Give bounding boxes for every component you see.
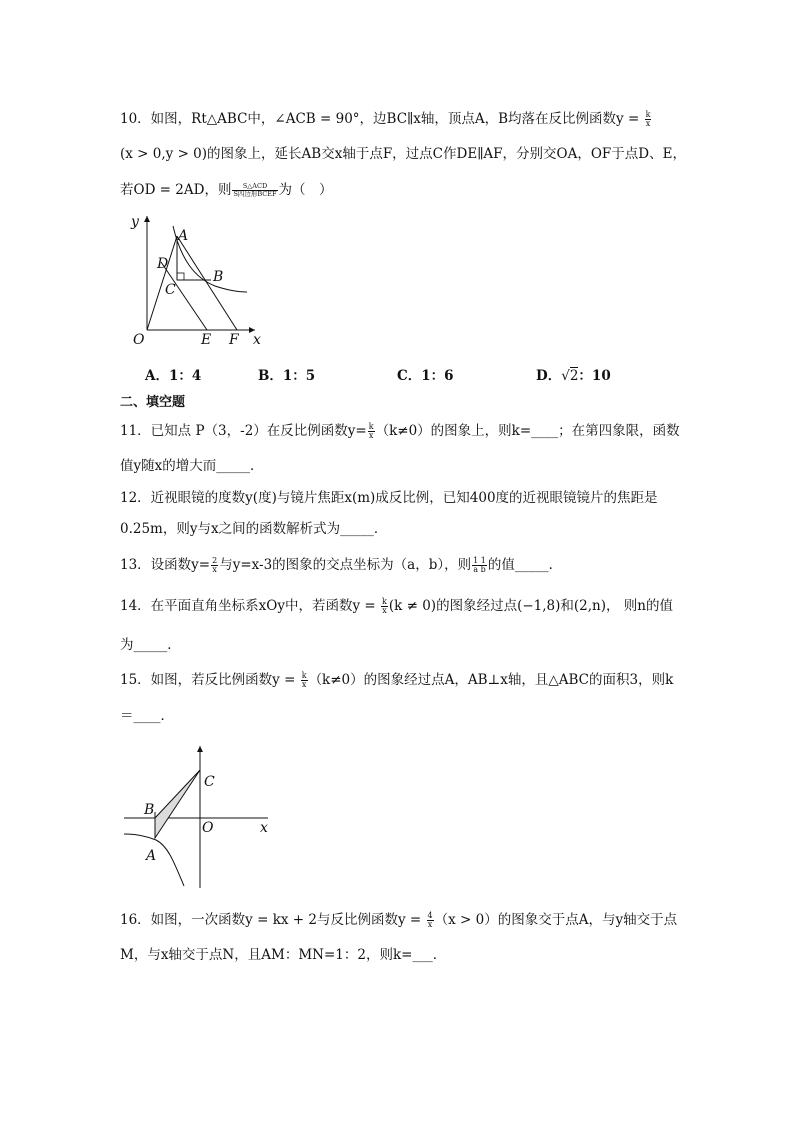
- q11-fraction: [368, 423, 375, 440]
- q10-option-d-root: 2: [569, 368, 579, 384]
- q10-option-d-prefix: D．: [536, 368, 562, 384]
- q10-fraction: [645, 111, 652, 128]
- q10-option-b: B．1：5: [258, 368, 316, 384]
- q10-option-c: C．1：6: [397, 368, 454, 384]
- q16-line2: M，与x轴交于点N，且AM：MN=1：2，则k=___．: [120, 947, 447, 963]
- q12-line2: 0.25m，则y与x之间的函数解析式为_____．: [120, 521, 388, 537]
- q10-label-C: C: [165, 282, 176, 298]
- q10-label-F: F: [229, 332, 239, 348]
- q15-label-x: x: [260, 820, 268, 836]
- q13-frac-num: 2: [212, 556, 218, 565]
- q11-frac-num: k: [368, 422, 374, 431]
- q10-label-D: D: [157, 256, 169, 272]
- q13-text-a: 13．设函数y=: [120, 557, 211, 573]
- q10-text-c: 若OD = 2AD，则: [120, 182, 232, 198]
- q15-line1: [120, 671, 673, 689]
- q10-text-a: 10．如图，Rt△ABC中，∠ACB = 90°，边BC∥x轴，顶点A，B均落在反比例函数y =: [120, 111, 644, 127]
- q16-fraction: [427, 912, 434, 929]
- q10-label-x: x: [253, 332, 261, 348]
- q15-label-O: O: [202, 820, 214, 836]
- q14-text-a: 14．在平面直角坐标系xOy中，若函数y =: [120, 598, 381, 614]
- q10-ratio-num: S△ACD: [232, 183, 277, 191]
- q15-frac-num: k: [301, 671, 307, 680]
- q11-text-a: 11．已知点 P（3，-2）在反比例函数y=: [120, 423, 367, 439]
- q14-line2: 为_____．: [120, 637, 181, 653]
- q15-frac-den: x: [301, 680, 307, 689]
- q10-y-arrow: [144, 216, 150, 222]
- q10-label-O: O: [133, 332, 145, 348]
- q14-text-b: (k ≠ 0)的图象经过点(−1,8)和(2,n)， 则n的值: [388, 598, 673, 614]
- q10-text-d: 为（ ）: [278, 182, 333, 198]
- q15-fraction: [301, 672, 308, 689]
- q10-right-angle: [177, 273, 184, 280]
- q15-text-b: （k≠0）的图象经过点A，AB⊥x轴，且△ABC的面积3，则k: [308, 672, 674, 688]
- q13-frac-den: x: [212, 565, 217, 574]
- q11-line2: 值y随x的增大而_____．: [120, 458, 264, 474]
- q12-line1: 12．近视眼镜的度数y(度)与镜片焦距x(m)成反比例，已知400度的近视眼镜镜片的焦距是: [120, 490, 658, 506]
- section-title: 二、填空题: [120, 395, 186, 410]
- q11-frac-den: x: [368, 431, 374, 440]
- q10-option-d-suffix: ：10: [578, 368, 611, 384]
- q13-frac2-den: a b: [473, 565, 486, 574]
- q11-text-b: （k≠0）的图象上，则k=____；在第四象限，函数: [375, 423, 680, 439]
- q15-label-A: A: [146, 848, 157, 864]
- q10-line2: (x > 0,y > 0)的图象上，延长AB交x轴于点F，过点C作DE∥AF，分别交OA，OF于点D、E，: [120, 146, 686, 162]
- q14-line1: [120, 597, 673, 615]
- q16-text-b: （x > 0）的图象交于点A，与y轴交于点: [434, 912, 678, 928]
- q11-line1: [120, 422, 680, 440]
- q10-option-d: [536, 364, 611, 384]
- q10-line1: [120, 110, 652, 128]
- q15-line2: ＝____．: [120, 708, 174, 724]
- q16-line1: [120, 911, 677, 929]
- q10-label-y: y: [131, 214, 139, 230]
- q15-label-C: C: [204, 774, 215, 790]
- q15-triangle-abc: [155, 770, 200, 838]
- q14-frac-den: x: [382, 606, 387, 615]
- q14-fraction: [381, 598, 388, 615]
- q10-ratio: [232, 183, 277, 198]
- q10-line3: [120, 181, 333, 199]
- q10-frac-den: x: [645, 119, 651, 128]
- q10-ratio-den: S四边形BCEF: [233, 190, 277, 198]
- q10-line-AF: [177, 236, 237, 330]
- q16-frac-den: x: [427, 920, 433, 929]
- q15-y-arrow: [197, 746, 203, 752]
- q15-text-a: 15．如图，若反比例函数y =: [120, 672, 300, 688]
- q13-fraction: [211, 557, 218, 574]
- q14-frac-num: k: [382, 597, 387, 606]
- q10-label-E: E: [201, 332, 212, 348]
- q10-option-a: A．1：4: [145, 368, 202, 384]
- q15-figure: [118, 742, 278, 890]
- q13-text-b: 与y=x-3的图象的交点坐标为（a，b），则: [219, 557, 472, 573]
- q10-figure: [115, 210, 275, 350]
- q10-label-A: A: [178, 228, 189, 244]
- q16-text-a: 16．如图，一次函数y = kx + 2与反比例函数y =: [120, 912, 426, 928]
- q13-frac2-num: 1 1: [473, 556, 486, 565]
- q10-frac-num: k: [645, 110, 651, 119]
- q10-label-B: B: [213, 269, 224, 285]
- q13-fraction2: [472, 557, 487, 574]
- q16-frac-num: 4: [427, 911, 433, 920]
- sqrt-symbol: √: [561, 368, 570, 384]
- q15-label-B: B: [144, 802, 155, 818]
- q13-line1: [120, 556, 562, 574]
- q13-text-c: 的值_____．: [487, 557, 563, 573]
